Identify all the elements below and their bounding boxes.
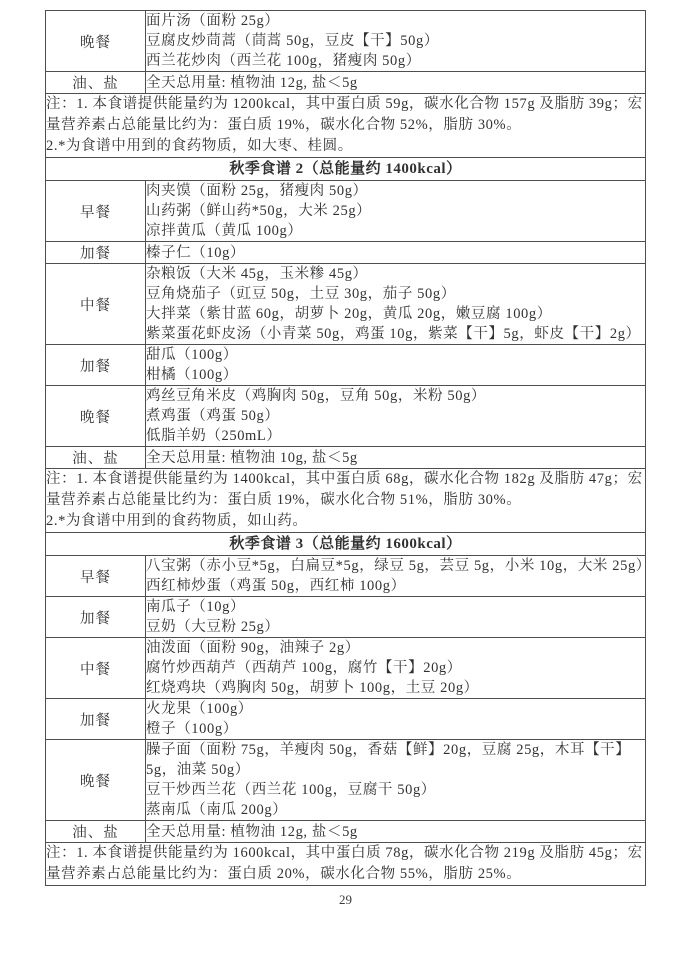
meal-row [46, 264, 646, 345]
page-number: 29 [339, 892, 352, 907]
meal-row [46, 699, 646, 740]
meal-label: 早餐 [46, 181, 146, 242]
note-text: 2.*为食谱中用到的食药物质，如山药。 [46, 513, 308, 529]
dish-line: 西兰花炒肉（西兰花 100g，猪瘦肉 50g） [146, 53, 421, 69]
meal-row [46, 72, 646, 94]
dish-line: 低脂羊奶（250mL） [146, 428, 282, 444]
dishes-cell [146, 386, 646, 447]
dishes-cell [146, 638, 646, 699]
table-title-row [46, 158, 646, 181]
dish-line: 西红柿炒蛋（鸡蛋 50g，西红柿 100g） [146, 578, 406, 594]
dish-line: 柑橘（100g） [146, 367, 238, 383]
dishes-cell [146, 447, 646, 469]
meal-label: 早餐 [46, 556, 146, 597]
meal-row [46, 447, 646, 469]
table-title-row [46, 533, 646, 556]
seasonal-menu-table [45, 157, 646, 533]
note-text: 注：1. 本食谱提供能量约为 1600kcal，其中蛋白质 78g，碳水化合物 219g 及脂肪 45g；宏量营养素占总能量比约为：蛋白质 20%，碳水化合物 55%，脂肪 25%。 [46, 845, 643, 882]
dish-line: 臊子面（面粉 75g，羊瘦肉 50g，香菇【鲜】20g，豆腐 25g，木耳【干】5g，油菜 50g） [146, 742, 631, 778]
dish-line: 火龙果（100g） [146, 701, 253, 717]
dish-line: 豆腐皮炒茼蒿（茼蒿 50g，豆皮【干】50g） [146, 33, 439, 49]
dishes-cell [146, 821, 646, 843]
dish-line: 紫菜蛋花虾皮汤（小青菜 50g，鸡蛋 10g，紫菜【干】5g，虾皮【干】2g） [146, 326, 641, 342]
meal-label: 油、盐 [46, 821, 146, 843]
notes-cell [46, 469, 646, 533]
dishes-cell [146, 597, 646, 638]
dish-line: 山药粥（鲜山药*50g，大米 25g） [146, 203, 372, 219]
meal-label: 油、盐 [46, 72, 146, 94]
note-text: 注：1. 本食谱提供能量约为 1200kcal，其中蛋白质 59g，碳水化合物 157g 及脂肪 39g；宏量营养素占总能量比约为：蛋白质 19%，碳水化合物 52%，脂肪 30%。 [46, 96, 643, 133]
dishes-cell [146, 11, 646, 72]
dish-line: 煮鸡蛋（鸡蛋 50g） [146, 408, 280, 424]
seasonal-menu-table [45, 532, 651, 886]
meal-row [46, 11, 646, 72]
meal-row [46, 386, 646, 447]
table-title: 秋季食谱 2（总能量约 1400kcal） [46, 158, 646, 181]
dish-line: 豆干炒西兰花（西兰花 100g，豆腐干 50g） [146, 782, 436, 798]
meal-row [46, 638, 646, 699]
dishes-cell [146, 556, 651, 597]
dishes-cell [146, 740, 646, 821]
dish-line: 南瓜子（10g） [146, 599, 246, 615]
meal-label: 晚餐 [46, 386, 146, 447]
dish-line: 凉拌黄瓜（黄瓜 100g） [146, 223, 303, 239]
meal-label: 加餐 [46, 699, 146, 740]
dish-line: 豆奶（大豆粉 25g） [146, 619, 280, 635]
dishes-cell [146, 181, 646, 242]
dish-line: 鸡丝豆角米皮（鸡胸肉 50g，豆角 50g，米粉 50g） [146, 388, 487, 404]
meal-label: 晚餐 [46, 11, 146, 72]
meal-row [46, 821, 646, 843]
dish-line: 红烧鸡块（鸡胸肉 50g，胡萝卜 100g，土豆 20g） [146, 680, 479, 696]
dish-line: 八宝粥（赤小豆*5g，白扁豆*5g，绿豆 5g，芸豆 5g，小米 10g，大米 25g） [146, 558, 651, 574]
dish-line: 甜瓜（100g） [146, 347, 238, 363]
dish-line: 蒸南瓜（南瓜 200g） [146, 802, 288, 818]
dish-line: 榛子仁（10g） [146, 244, 246, 261]
dish-line: 肉夹馍（面粉 25g，猪瘦肉 50g） [146, 183, 368, 199]
menu-tables-container [0, 10, 691, 886]
notes-row [46, 469, 646, 533]
meal-label: 加餐 [46, 345, 146, 386]
meal-row [46, 181, 646, 242]
meal-row [46, 556, 646, 597]
meal-label: 油、盐 [46, 447, 146, 469]
meal-label: 中餐 [46, 638, 146, 699]
dishes-cell [146, 242, 646, 264]
meal-label: 加餐 [46, 242, 146, 264]
meal-label: 加餐 [46, 597, 146, 638]
dish-line: 面片汤（面粉 25g） [146, 13, 280, 29]
dishes-cell [146, 72, 646, 94]
dish-line: 全天总用量: 植物油 12g, 盐＜5g [146, 74, 358, 91]
dish-line: 豆角烧茄子（豇豆 50g，土豆 30g，茄子 50g） [146, 286, 456, 302]
dish-line: 杂粮饭（大米 45g，玉米糁 45g） [146, 266, 368, 282]
meal-row [46, 740, 646, 821]
notes-cell [46, 94, 646, 158]
dish-line: 大拌菜（紫甘蓝 60g，胡萝卜 20g，黄瓜 20g，嫩豆腐 100g） [146, 306, 552, 322]
notes-row [46, 843, 646, 886]
dish-line: 油泼面（面粉 90g，油辣子 2g） [146, 640, 360, 656]
note-text: 注：1. 本食谱提供能量约为 1400kcal，其中蛋白质 68g，碳水化合物 182g 及脂肪 47g；宏量营养素占总能量比约为：蛋白质 19%，碳水化合物 51%，脂肪 30%。 [46, 471, 643, 508]
meal-row [46, 345, 646, 386]
note-text: 2.*为食谱中用到的食药物质，如大枣、桂圆。 [46, 138, 353, 154]
dish-line: 腐竹炒西葫芦（西葫芦 100g，腐竹【干】20g） [146, 660, 462, 676]
notes-row [46, 94, 646, 158]
dish-line: 全天总用量: 植物油 12g, 盐＜5g [146, 823, 358, 840]
dish-line: 橙子（100g） [146, 721, 238, 737]
notes-cell [46, 843, 646, 886]
meal-row [46, 242, 646, 264]
table-title: 秋季食谱 3（总能量约 1600kcal） [46, 533, 646, 556]
meal-label: 中餐 [46, 264, 146, 345]
meal-row [46, 597, 646, 638]
dishes-cell [146, 345, 646, 386]
seasonal-menu-table-continuation [45, 10, 646, 158]
dishes-cell [146, 264, 646, 345]
dishes-cell [146, 699, 646, 740]
dish-line: 全天总用量: 植物油 10g, 盐＜5g [146, 449, 358, 466]
meal-label: 晚餐 [46, 740, 146, 821]
